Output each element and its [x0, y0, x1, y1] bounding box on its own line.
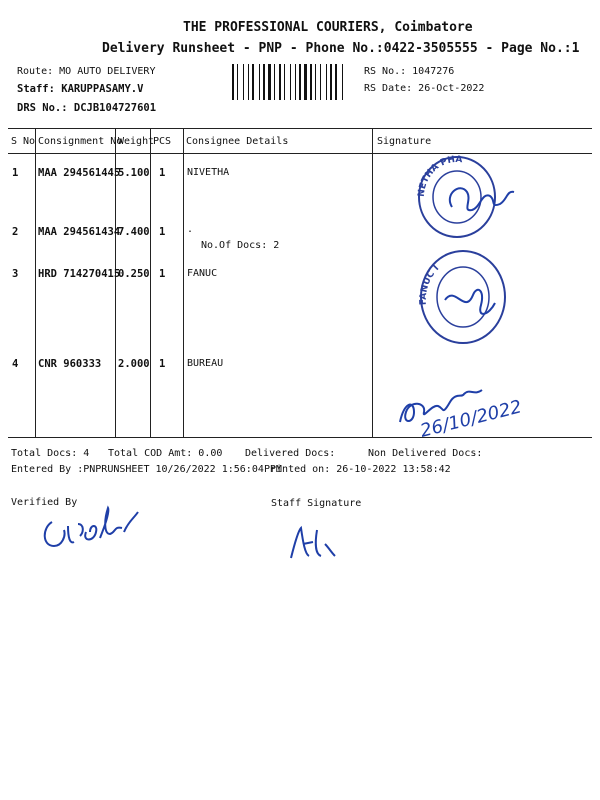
staff-signature: [285, 522, 345, 567]
col-header-signature: Signature: [377, 136, 432, 147]
barcode-bar: [320, 64, 321, 100]
document-title: THE PROFESSIONAL COURIERS, Coimbatore: [183, 20, 473, 35]
row-weight: 7.400: [118, 226, 150, 238]
barcode-bar: [284, 64, 285, 100]
row-sno: 4: [12, 358, 19, 370]
col-divider: [372, 128, 373, 437]
non-delivered-docs: Non Delivered Docs:: [368, 448, 483, 459]
col-header-pcs: PCS: [153, 136, 172, 147]
rs-number: RS No.: 1047276: [364, 66, 455, 77]
barcode-bar: [263, 64, 265, 100]
col-header-consignee: Consignee Details: [186, 136, 289, 147]
row-pcs: 1: [159, 226, 166, 238]
verifier-signature: [38, 502, 148, 552]
row-consignment: MAA 294561434: [38, 226, 121, 238]
barcode-bar: [315, 64, 316, 100]
barcode-bar: [237, 64, 238, 100]
barcode: [232, 64, 354, 102]
col-divider: [183, 128, 184, 437]
document-subtitle: Delivery Runsheet - PNP - Phone No.:0422-3505555 - Page No.:1: [102, 41, 580, 56]
col-header-weight: Weight: [118, 136, 155, 147]
row-consignee: NIVETHA: [187, 167, 230, 178]
table-top-rule: [8, 128, 592, 129]
col-header-sno: S No: [11, 136, 36, 147]
delivery-stamp: [412, 152, 522, 242]
barcode-bar: [259, 64, 260, 100]
row-weight: 0.250: [118, 268, 150, 280]
row-consignee: BUREAU: [187, 358, 224, 369]
barcode-bar: [304, 64, 307, 100]
barcode-bar: [268, 64, 271, 100]
company-stamp: [415, 245, 525, 355]
printed-on: Printed on: 26-10-2022 13:58:42: [264, 464, 451, 475]
row-sno: 3: [12, 268, 19, 280]
row-consignee: .: [187, 224, 194, 235]
delivered-docs: Delivered Docs:: [245, 448, 336, 459]
barcode-bar: [232, 64, 234, 100]
handwritten-signature: [392, 372, 532, 442]
row-consignee: FANUC: [187, 268, 218, 279]
barcode-bar: [279, 64, 281, 100]
staff-label: Staff: KARUPPASAMY.V: [17, 83, 144, 95]
row-docs: No.Of Docs: 2: [201, 240, 280, 251]
barcode-bar: [335, 64, 337, 100]
barcode-bar: [326, 64, 327, 100]
row-pcs: 1: [159, 358, 166, 370]
row-consignment: HRD 714270415: [38, 268, 121, 280]
row-consignment: MAA 294561445: [38, 167, 121, 179]
rs-date: RS Date: 26-Oct-2022: [364, 83, 485, 94]
barcode-bar: [290, 64, 291, 100]
barcode-bar: [243, 64, 244, 100]
col-divider: [150, 128, 151, 437]
route-label: Route: MO AUTO DELIVERY: [17, 66, 156, 77]
drs-number: DRS No.: DCJB104727601: [17, 102, 157, 114]
barcode-bar: [310, 64, 312, 100]
barcode-bar: [330, 64, 332, 100]
barcode-bar: [248, 64, 249, 100]
row-sno: 2: [12, 226, 19, 238]
barcode-bar: [299, 64, 301, 100]
row-weight: 5.100: [118, 167, 150, 179]
barcode-bar: [274, 64, 275, 100]
barcode-bar: [295, 64, 296, 100]
total-docs: Total Docs: 4: [11, 448, 90, 459]
row-pcs: 1: [159, 268, 166, 280]
row-pcs: 1: [159, 167, 166, 179]
barcode-bar: [342, 64, 343, 100]
row-sno: 1: [12, 167, 19, 179]
total-cod: Total COD Amt: 0.00: [108, 448, 223, 459]
col-divider: [35, 128, 36, 437]
barcode-bar: [252, 64, 254, 100]
row-consignment: CNR 960333: [38, 358, 102, 370]
row-weight: 2.000: [118, 358, 150, 370]
staff-signature-label: Staff Signature: [271, 498, 362, 509]
handwritten-date: 26/10/2022: [418, 396, 524, 442]
stamp-text: FANUC I: [418, 263, 442, 306]
stamp-text: NETHA PHA: [416, 154, 463, 198]
col-header-consignment: Consignment No: [38, 136, 123, 147]
entered-by: Entered By :PNPRUNSHEET 10/26/2022 1:56:04 PM: [11, 464, 282, 475]
verified-by-label: Verified By: [11, 497, 78, 508]
